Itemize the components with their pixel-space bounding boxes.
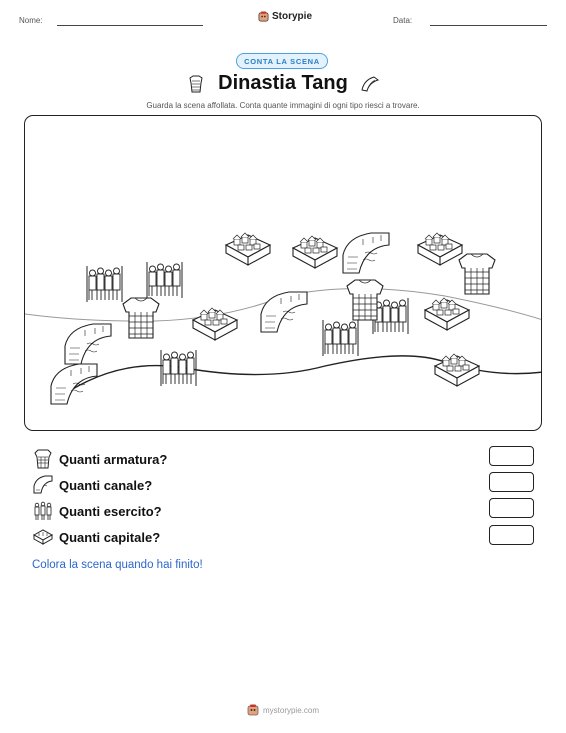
answer-box-capital[interactable]: [489, 525, 534, 545]
army-icon: [33, 501, 53, 521]
question-army: [33, 501, 162, 521]
page-title: [0, 72, 566, 100]
question-capital: [33, 527, 160, 547]
footer: [0, 704, 566, 716]
question-army-text: Quanti esercito?: [59, 503, 162, 519]
question-canal-text: Quanti canale?: [59, 477, 153, 493]
date-label: Data:: [393, 16, 413, 25]
question-armor: [33, 449, 167, 469]
armor-icon: [33, 449, 53, 469]
storypie-logo-icon: [258, 11, 269, 22]
activity-badge: CONTA LA SCENA: [236, 53, 328, 69]
name-line[interactable]: [57, 25, 203, 26]
answer-box-canal[interactable]: [489, 472, 534, 492]
capital-icon: [33, 527, 53, 547]
name-label: Nome:: [19, 16, 43, 25]
brand-name: Storypie: [272, 11, 313, 22]
brand-logo: [258, 11, 312, 22]
armor-icon: [186, 74, 206, 94]
answer-box-armor[interactable]: [489, 446, 534, 466]
question-canal: [33, 475, 152, 495]
title-text: Dinastia Tang: [218, 72, 348, 94]
coloring-instruction: Colora la scena quando hai finito!: [32, 559, 203, 571]
counting-scene: [24, 115, 542, 431]
instructions: Guarda la scena affollata. Conta quante immagini di ogni tipo riesci a trovare.: [146, 101, 420, 110]
question-armor-text: Quanti armatura?: [59, 451, 168, 467]
question-capital-text: Quanti capitale?: [59, 529, 161, 545]
storypie-logo-icon: [247, 704, 259, 716]
scene-illustration: [25, 116, 542, 431]
footer-url[interactable]: mystorypie.com: [262, 705, 319, 715]
canal-icon: [33, 475, 53, 495]
date-line[interactable]: [430, 25, 547, 26]
answer-box-army[interactable]: [489, 498, 534, 518]
canal-icon: [360, 74, 380, 94]
